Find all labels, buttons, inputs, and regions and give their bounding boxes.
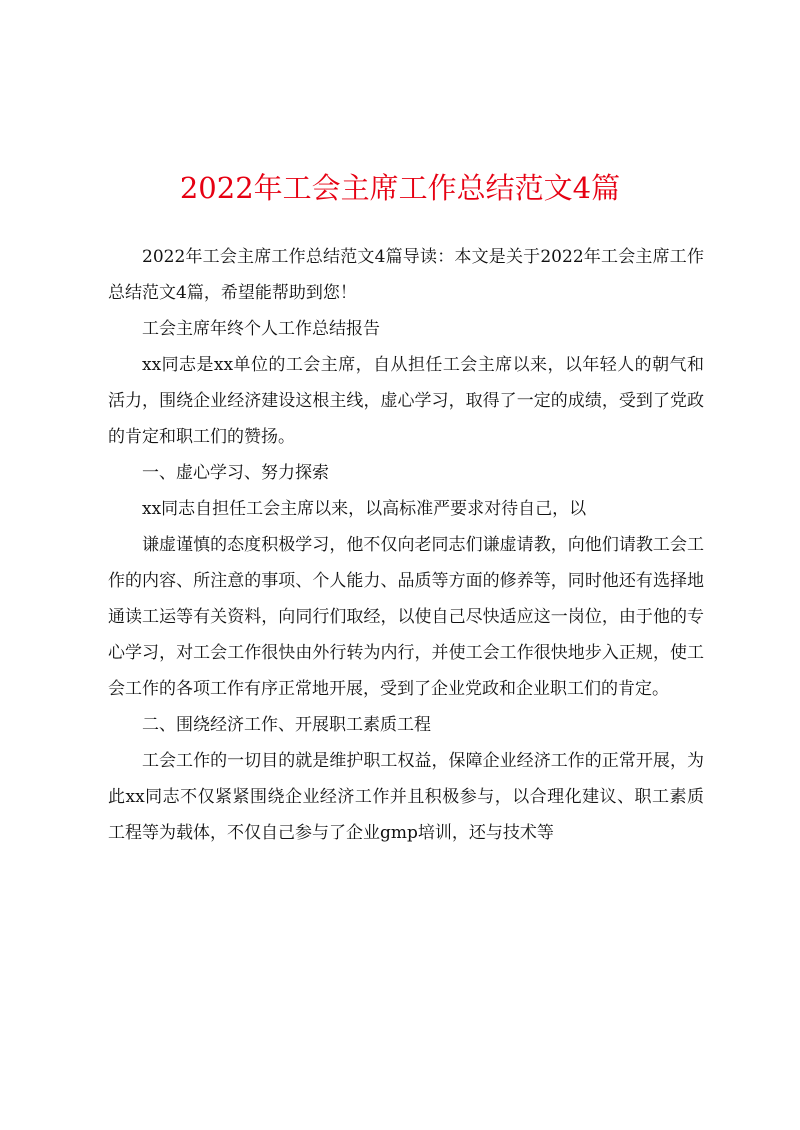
body-paragraph: xx同志自担任工会主席以来，以高标准严要求对待自己，以 bbox=[142, 499, 587, 519]
document-title: 2022年工会主席工作总结范文4篇 bbox=[179, 171, 621, 205]
section-heading-report: 工会主席年终个人工作总结报告 bbox=[142, 319, 380, 339]
body-paragraph: 谦虚谨慎的态度积极学习，他不仅向老同志们谦虚请教，向他们请教工会工作的内容、所注意的事项、个人能力、品质等方面的修养等，同时他还有选择地通读工运等有关资料，向同行们取经，以使自己尽快适应这一岗位，由于他的专心学习，对工会工作很快由外行转为内行，并使工会工作很快地步入正规，使工会工作的各项工作有序正常地开展，受到了企业党政和企业职工们的肯定。 bbox=[108, 535, 704, 699]
intro-paragraph: 2022年工会主席工作总结范文4篇导读：本文是关于2022年工会主席工作总结范文4篇，希望能帮助到您！ bbox=[108, 247, 704, 303]
document-body bbox=[108, 239, 704, 851]
body-paragraph: 工会工作的一切目的就是维护职工权益，保障企业经济工作的正常开展，为此xx同志不仅紧紧围绕企业经济工作并且积极参与，以合理化建议、职工素质工程等为载体，不仅自己参与了企业gmp培训，还与技术等 bbox=[108, 751, 704, 843]
section-heading-2: 二、围绕经济工作、开展职工素质工程 bbox=[142, 715, 431, 735]
body-paragraph: xx同志是xx单位的工会主席，自从担任工会主席以来，以年轻人的朝气和活力，围绕企业经济建设这根主线，虚心学习，取得了一定的成绩，受到了党政的肯定和职工们的赞扬。 bbox=[108, 355, 704, 447]
section-heading-1: 一、虚心学习、努力探索 bbox=[142, 463, 329, 483]
